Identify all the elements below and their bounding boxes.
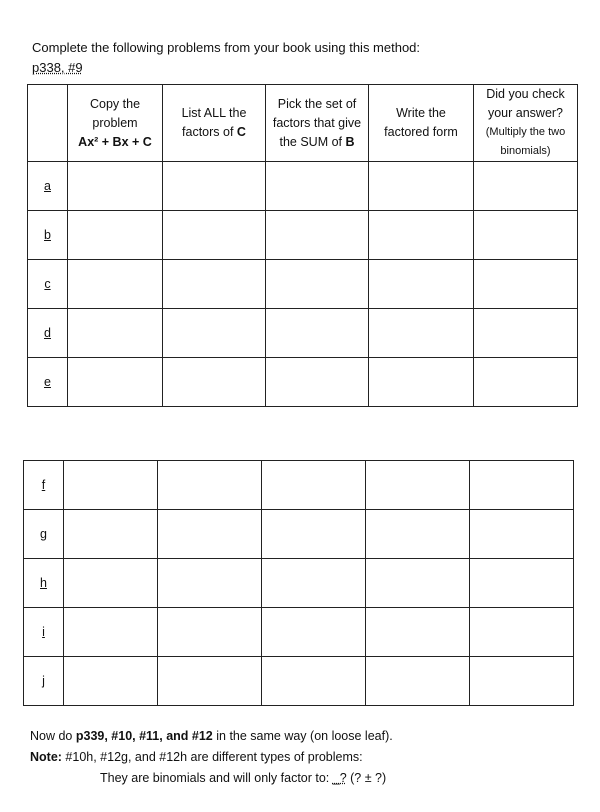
answer-cell[interactable] bbox=[163, 309, 266, 358]
footer-line3-end: (? ± ?) bbox=[346, 771, 387, 785]
table-row bbox=[28, 309, 578, 358]
answer-cell[interactable] bbox=[64, 559, 158, 608]
problems-table-bottom bbox=[23, 460, 574, 706]
answer-cell[interactable] bbox=[68, 211, 163, 260]
answer-cell[interactable] bbox=[470, 657, 574, 706]
table-row bbox=[24, 657, 574, 706]
header-write-line1: Write the bbox=[396, 106, 446, 120]
row-label-cell bbox=[24, 608, 64, 657]
header-row bbox=[28, 85, 578, 162]
header-check-line3: (Multiply the two bbox=[485, 126, 566, 138]
header-pick-text: the SUM of bbox=[279, 134, 346, 149]
page-reference: p338, #9 bbox=[32, 60, 83, 75]
answer-cell[interactable] bbox=[474, 309, 578, 358]
header-check-line1: Did you check bbox=[486, 87, 565, 101]
table-row bbox=[28, 358, 578, 407]
header-list-text: factors of bbox=[182, 125, 237, 139]
footer-instructions bbox=[30, 726, 393, 789]
header-list-line1: List ALL the bbox=[181, 106, 247, 120]
answer-cell[interactable] bbox=[64, 657, 158, 706]
footer-line3 bbox=[30, 768, 393, 789]
answer-cell[interactable] bbox=[474, 162, 578, 211]
answer-cell[interactable] bbox=[68, 162, 163, 211]
footer-line3-text: They are binomials and will only factor to: bbox=[100, 771, 333, 785]
row-label-cell bbox=[28, 358, 68, 407]
answer-cell[interactable] bbox=[158, 559, 262, 608]
row-label: j bbox=[42, 673, 45, 688]
answer-cell[interactable] bbox=[266, 162, 369, 211]
header-check-answer bbox=[474, 85, 578, 162]
answer-cell[interactable] bbox=[158, 657, 262, 706]
header-copy-formula bbox=[68, 133, 162, 152]
row-label: f bbox=[41, 477, 46, 492]
answer-cell[interactable] bbox=[68, 309, 163, 358]
header-blank bbox=[28, 85, 68, 162]
answer-cell[interactable] bbox=[369, 162, 474, 211]
row-label: b bbox=[44, 227, 51, 242]
header-check-line4: binomials) bbox=[500, 145, 551, 157]
answer-cell[interactable] bbox=[262, 608, 366, 657]
header-pick-factors bbox=[266, 85, 369, 162]
row-label-cell bbox=[28, 162, 68, 211]
footer-line1-pre: Now do bbox=[30, 729, 76, 743]
row-label-cell bbox=[28, 260, 68, 309]
formula-text: Ax² + Bx + C bbox=[78, 134, 152, 149]
footer-note bbox=[30, 747, 393, 768]
answer-cell[interactable] bbox=[366, 461, 470, 510]
footer-line3-tail: _? bbox=[332, 771, 347, 785]
header-copy-line1: Copy the bbox=[89, 96, 141, 111]
answer-cell[interactable] bbox=[470, 608, 574, 657]
answer-cell[interactable] bbox=[366, 510, 470, 559]
answer-cell[interactable] bbox=[64, 608, 158, 657]
answer-cell[interactable] bbox=[474, 260, 578, 309]
answer-cell[interactable] bbox=[369, 260, 474, 309]
table-row bbox=[28, 162, 578, 211]
row-label: e bbox=[44, 374, 51, 389]
answer-cell[interactable] bbox=[163, 162, 266, 211]
header-list-factors bbox=[163, 85, 266, 162]
answer-cell[interactable] bbox=[470, 559, 574, 608]
row-label: i bbox=[42, 624, 45, 639]
header-pick-line3 bbox=[266, 133, 368, 152]
table-row bbox=[28, 211, 578, 260]
answer-cell[interactable] bbox=[163, 358, 266, 407]
answer-cell[interactable] bbox=[474, 358, 578, 407]
row-label: d bbox=[44, 325, 51, 340]
header-pick-bold: B bbox=[345, 134, 355, 149]
answer-cell[interactable] bbox=[369, 211, 474, 260]
table-row bbox=[28, 260, 578, 309]
answer-cell[interactable] bbox=[158, 461, 262, 510]
answer-cell[interactable] bbox=[262, 510, 366, 559]
instructions bbox=[32, 38, 420, 78]
row-label: c bbox=[44, 276, 51, 291]
answer-cell[interactable] bbox=[470, 461, 574, 510]
row-label-cell bbox=[24, 559, 64, 608]
footer-line1 bbox=[30, 726, 393, 747]
answer-cell[interactable] bbox=[266, 211, 369, 260]
row-label: g bbox=[40, 526, 47, 541]
answer-cell[interactable] bbox=[68, 358, 163, 407]
row-label: a bbox=[44, 178, 51, 193]
note-text: #10h, #12g, and #12h are different types of problems: bbox=[61, 750, 363, 764]
answer-cell[interactable] bbox=[262, 657, 366, 706]
header-pick-line1: Pick the set of bbox=[277, 96, 357, 111]
answer-cell[interactable] bbox=[266, 309, 369, 358]
answer-cell[interactable] bbox=[366, 657, 470, 706]
answer-cell[interactable] bbox=[369, 358, 474, 407]
header-write-line2: factored form bbox=[384, 125, 458, 139]
answer-cell[interactable] bbox=[474, 211, 578, 260]
answer-cell[interactable] bbox=[64, 461, 158, 510]
problems-table-top bbox=[27, 84, 578, 407]
row-label-cell bbox=[28, 211, 68, 260]
table-row bbox=[24, 608, 574, 657]
answer-cell[interactable] bbox=[369, 309, 474, 358]
answer-cell[interactable] bbox=[366, 608, 470, 657]
row-label-cell bbox=[24, 461, 64, 510]
answer-cell[interactable] bbox=[266, 358, 369, 407]
answer-cell[interactable] bbox=[158, 510, 262, 559]
header-copy-problem bbox=[68, 85, 163, 162]
footer-line1-post: in the same way (on loose leaf). bbox=[212, 729, 393, 743]
answer-cell[interactable] bbox=[163, 260, 266, 309]
table-row bbox=[24, 559, 574, 608]
answer-cell[interactable] bbox=[64, 510, 158, 559]
footer-line1-bold: p339, #10, #11, and #12 bbox=[75, 729, 213, 743]
header-write-factored bbox=[369, 85, 474, 162]
answer-cell[interactable] bbox=[266, 260, 369, 309]
answer-cell[interactable] bbox=[262, 461, 366, 510]
answer-cell[interactable] bbox=[366, 559, 470, 608]
answer-cell[interactable] bbox=[68, 260, 163, 309]
instructions-text: Complete the following problems from your book using this method: bbox=[32, 40, 421, 55]
answer-cell[interactable] bbox=[470, 510, 574, 559]
row-label: h bbox=[40, 575, 47, 590]
header-list-line2 bbox=[163, 123, 265, 142]
header-pick-line2: factors that give bbox=[272, 115, 362, 130]
row-label-cell bbox=[28, 309, 68, 358]
table-row bbox=[24, 510, 574, 559]
header-list-bold: C bbox=[236, 125, 246, 139]
header-copy-line2: problem bbox=[92, 115, 138, 130]
answer-cell[interactable] bbox=[262, 559, 366, 608]
answer-cell[interactable] bbox=[163, 211, 266, 260]
answer-cell[interactable] bbox=[158, 608, 262, 657]
table-row bbox=[24, 461, 574, 510]
note-label: Note: bbox=[30, 750, 62, 764]
row-label-cell bbox=[24, 657, 64, 706]
row-label-cell bbox=[24, 510, 64, 559]
header-check-line2: your answer? bbox=[487, 106, 564, 120]
